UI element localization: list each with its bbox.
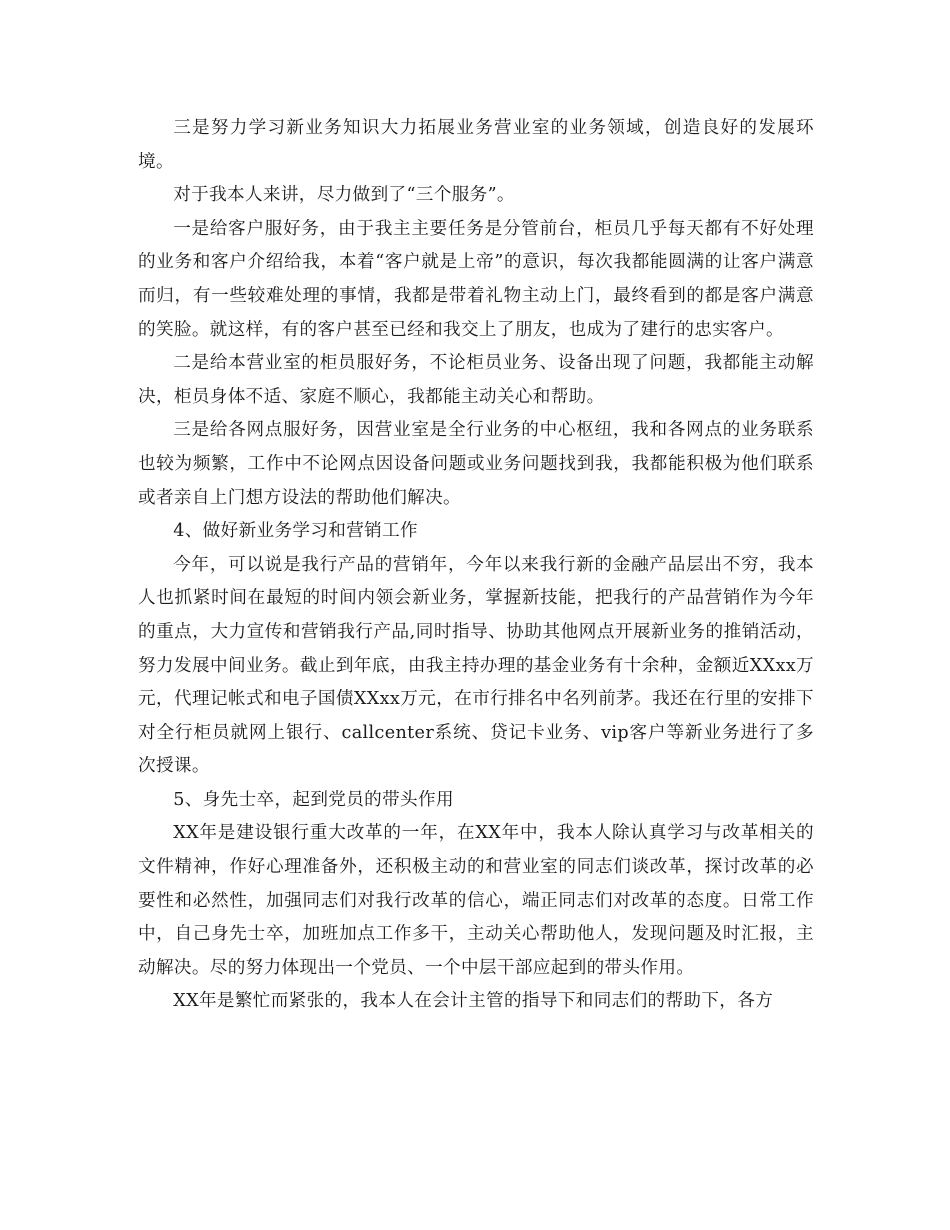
paragraph-customer-service: 一是给客户服好务，由于我主主要任务是分管前台，柜员几乎每天都有不好处理的业务和客户介绍给我，本着“客户就是上帝”的意识，每次我都能圆满的让客户满意而归，有一些较难处理的事情，我都是带着礼物主动上门，最终看到的都是客户满意的笑脸。就这样，有的客户甚至已经和我交上了朋友，也成为了建行的忠实客户。 <box>138 218 814 340</box>
paragraph-marketing: 今年，可以说是我行产品的营销年，今年以来我行新的金融产品层出不穷，我本人也抓紧时间在最短的时间内领会新业务，掌握新技能，把我行的产品营销作为今年的重点，大力宣传和营销我行产品,同时指导、协助其他网点开展新业务的推销活动，努力发展中间业务。截止到年底，由我主持办理的基金业务有十余种，金额近XXxx万元，代理记帐式和电子国债XXxx万元，在市行排名中名列前茅。我还在行里的安排下对全行柜员就网上银行、callcenter系统、贷记卡业务、vip客户等新业务进行了多次授课。 <box>138 554 814 777</box>
document-body <box>138 112 814 1019</box>
paragraph-reform: XX年是建设银行重大改革的一年，在XX年中，我本人除认真学习与改革相关的文件精神，作好心理准备外，还积极主动的和营业室的同志们谈改革，探讨改革的必要性和必然性，加强同志们对我行改革的信心，端正同志们对改革的态度。日常工作中，自己身先士卒，加班加点工作多干，主动关心帮助他人，发现问题及时汇报，主动解决。尽的努力体现出一个党员、一个中层干部应起到的带头作用。 <box>138 823 814 978</box>
paragraph-business-expansion: 三是努力学习新业务知识大力拓展业务营业室的业务领域，创造良好的发展环境。 <box>138 118 814 172</box>
section-heading-new-business: 4、做好新业务学习和营销工作 <box>173 521 419 542</box>
paragraph-teller-service: 二是给本营业室的柜员服好务，不论柜员业务、设备出现了问题，我都能主动解决，柜员身体不适、家庭不顺心，我都能主动关心和帮助。 <box>138 353 814 407</box>
paragraph-branch-service: 三是给各网点服好务，因营业室是全行业务的中心枢纽，我和各网点的业务联系也较为频繁，工作中不论网点因设备问题或业务问题找到我，我都能积极为他们联系或者亲自上门想方设法的帮助他们解决。 <box>138 420 814 508</box>
paragraph-three-services: 对于我本人来讲，尽力做到了“三个服务”。 <box>173 185 515 206</box>
section-heading-party-member: 5、身先士卒，起到党员的带头作用 <box>173 789 454 810</box>
paragraph-summary-start: XX年是繁忙而紧张的，我本人在会计主管的指导下和同志们的帮助下，各方 <box>173 991 774 1012</box>
